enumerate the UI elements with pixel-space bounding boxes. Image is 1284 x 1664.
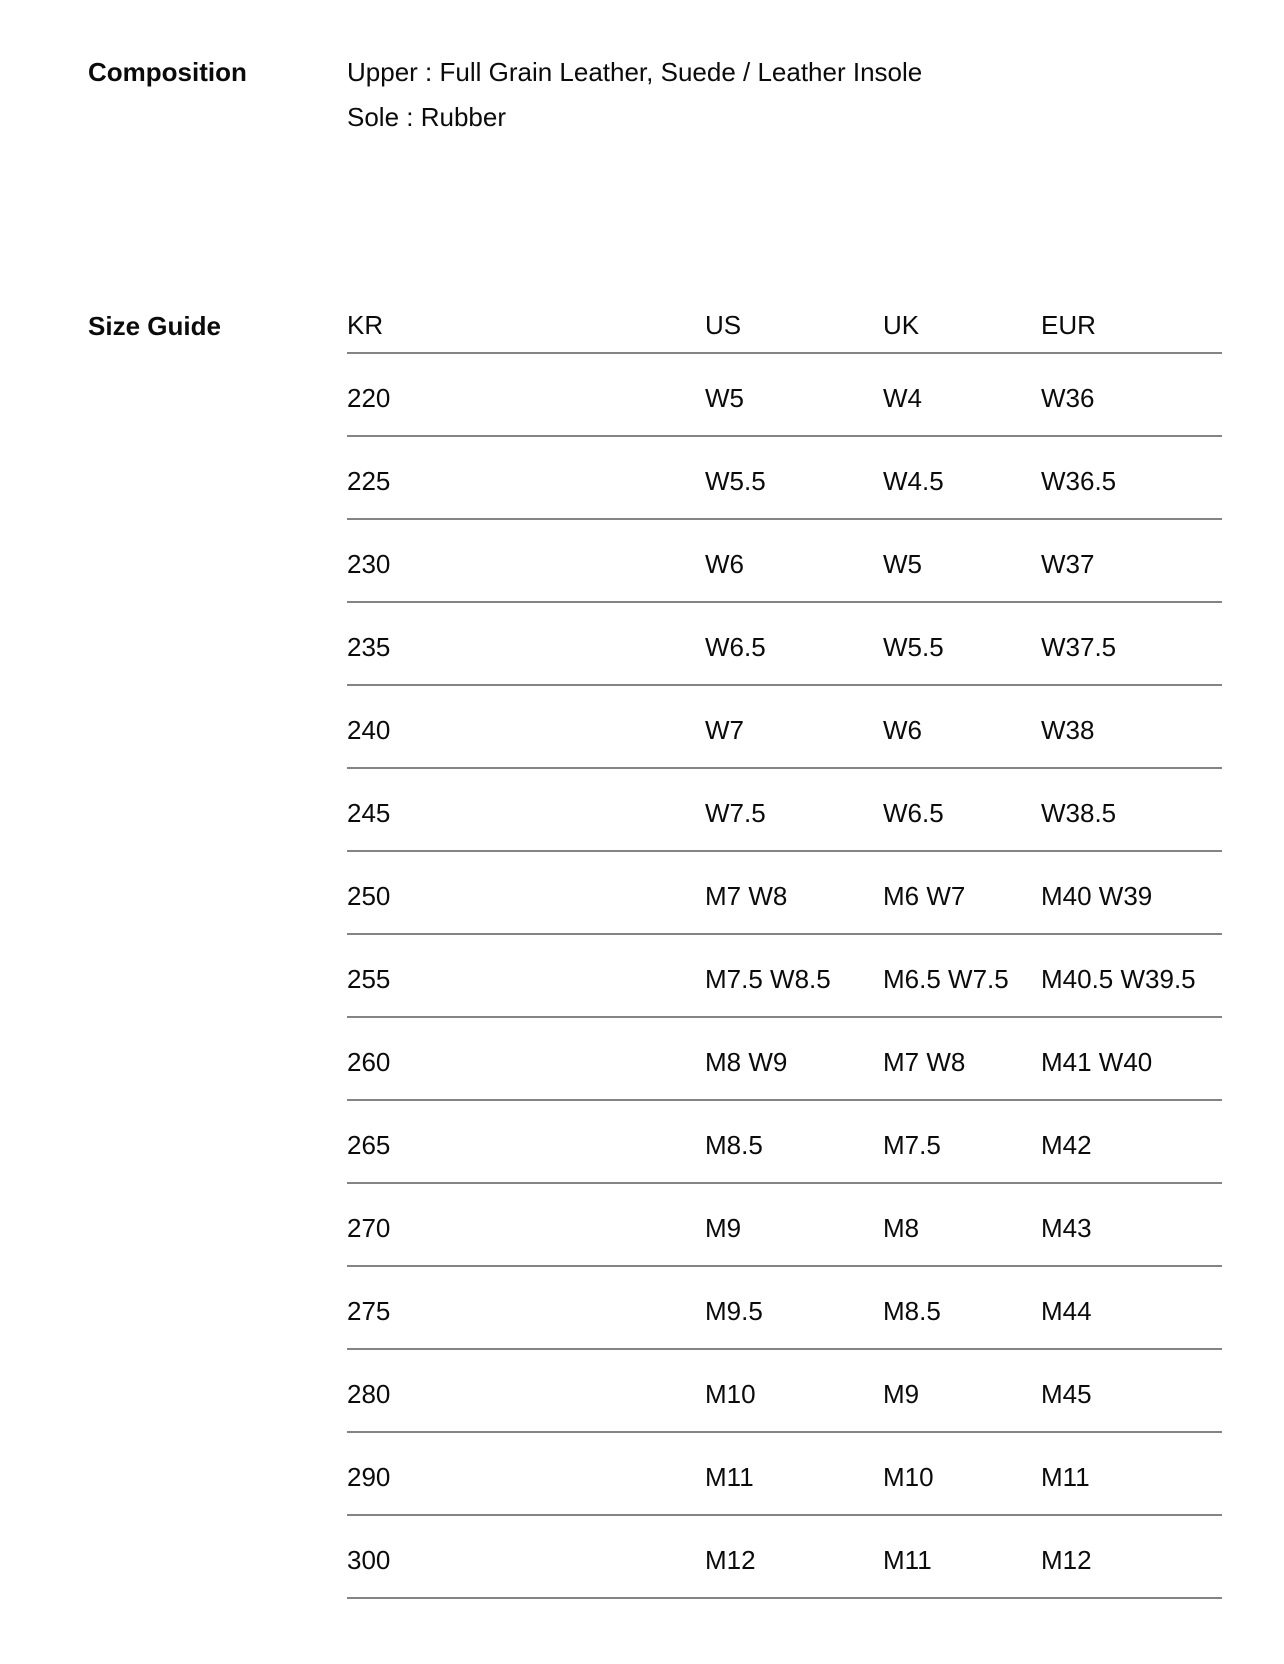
size-row (347, 1433, 1222, 1516)
size-cell-us: M11 (705, 1462, 754, 1492)
size-col-header-kr: KR (347, 309, 384, 340)
size-cell-kr: 240 (347, 715, 391, 745)
size-cell-us: M7.5 W8.5 (705, 964, 831, 994)
size-cell-kr: 290 (347, 1462, 391, 1492)
size-cell-kr: 260 (347, 1047, 391, 1077)
size-cell-us: W6 (705, 549, 744, 579)
size-cell-us: W5 (705, 383, 744, 413)
size-cell-uk: M8 (883, 1213, 920, 1243)
size-cell-kr: 225 (347, 466, 391, 496)
size-cell-eur: M11 (1041, 1462, 1090, 1492)
size-cell-uk: M7 W8 (883, 1047, 966, 1077)
size-cell-kr: 220 (347, 383, 391, 413)
size-guide-rows (347, 354, 1222, 1599)
size-cell-eur: W36 (1041, 383, 1095, 413)
size-cell-kr: 250 (347, 881, 391, 911)
size-cell-us: M12 (705, 1545, 756, 1575)
size-cell-kr: 270 (347, 1213, 391, 1243)
size-cell-uk: W4.5 (883, 466, 944, 496)
size-cell-us: M7 W8 (705, 881, 788, 911)
size-cell-us: M9.5 (705, 1296, 763, 1326)
size-row (347, 437, 1222, 520)
size-cell-eur: W37 (1041, 549, 1095, 579)
size-row (347, 603, 1222, 686)
composition-value (347, 50, 922, 140)
size-row (347, 1101, 1222, 1184)
size-cell-uk: M7.5 (883, 1130, 941, 1160)
size-cell-kr: 245 (347, 798, 391, 828)
size-cell-us: W7 (705, 715, 744, 745)
size-cell-kr: 275 (347, 1296, 391, 1326)
size-row (347, 1350, 1222, 1433)
size-row (347, 1018, 1222, 1101)
size-cell-us: W5.5 (705, 466, 766, 496)
size-cell-uk: W6.5 (883, 798, 944, 828)
composition-label: Composition (88, 57, 247, 87)
size-row (347, 354, 1222, 437)
composition-line-upper: Upper : Full Grain Leather, Suede / Leather Insole (347, 57, 923, 87)
size-guide-label: Size Guide (88, 311, 221, 341)
size-guide-section (88, 298, 1222, 1599)
size-row (347, 686, 1222, 769)
size-col-header-uk: UK (883, 309, 920, 340)
size-cell-us: M9 (705, 1213, 742, 1243)
composition-line-sole: Sole : Rubber (347, 102, 506, 132)
size-col-header-us: US (705, 309, 742, 340)
size-cell-kr: 230 (347, 549, 391, 579)
size-cell-eur: W36.5 (1041, 466, 1117, 496)
size-cell-eur: M12 (1041, 1545, 1092, 1575)
size-cell-uk: M9 (883, 1379, 920, 1409)
size-cell-eur: M45 (1041, 1379, 1092, 1409)
size-guide-header-row (347, 298, 1222, 354)
size-cell-eur: M43 (1041, 1213, 1092, 1243)
size-col-header-eur: EUR (1041, 309, 1096, 340)
size-cell-eur: M41 W40 (1041, 1047, 1153, 1077)
size-cell-eur: W38 (1041, 715, 1095, 745)
size-cell-eur: M42 (1041, 1130, 1092, 1160)
size-cell-uk: M10 (883, 1462, 934, 1492)
size-cell-uk: W4 (883, 383, 922, 413)
size-cell-uk: M11 (883, 1545, 932, 1575)
size-row (347, 520, 1222, 603)
size-cell-us: M8.5 (705, 1130, 763, 1160)
size-cell-us: W6.5 (705, 632, 766, 662)
size-cell-uk: W5 (883, 549, 922, 579)
size-cell-us: W7.5 (705, 798, 766, 828)
size-cell-kr: 255 (347, 964, 391, 994)
size-cell-kr: 265 (347, 1130, 391, 1160)
size-cell-us: M10 (705, 1379, 756, 1409)
size-row (347, 1267, 1222, 1350)
size-cell-uk: M6 W7 (883, 881, 966, 911)
size-cell-kr: 300 (347, 1545, 391, 1575)
size-cell-eur: W37.5 (1041, 632, 1117, 662)
size-row (347, 852, 1222, 935)
size-cell-kr: 280 (347, 1379, 391, 1409)
size-cell-us: M8 W9 (705, 1047, 788, 1077)
size-cell-uk: M8.5 (883, 1296, 941, 1326)
size-cell-uk: M6.5 W7.5 (883, 964, 1009, 994)
size-cell-eur: M44 (1041, 1296, 1092, 1326)
size-row (347, 1516, 1222, 1599)
size-row (347, 935, 1222, 1018)
composition-section (88, 50, 1222, 140)
size-cell-eur: M40.5 W39.5 (1041, 964, 1196, 994)
size-guide-table (347, 298, 1222, 1599)
size-cell-kr: 235 (347, 632, 391, 662)
size-cell-eur: M40 W39 (1041, 881, 1153, 911)
size-row (347, 1184, 1222, 1267)
size-cell-eur: W38.5 (1041, 798, 1117, 828)
size-row (347, 769, 1222, 852)
size-cell-uk: W5.5 (883, 632, 944, 662)
size-cell-uk: W6 (883, 715, 922, 745)
